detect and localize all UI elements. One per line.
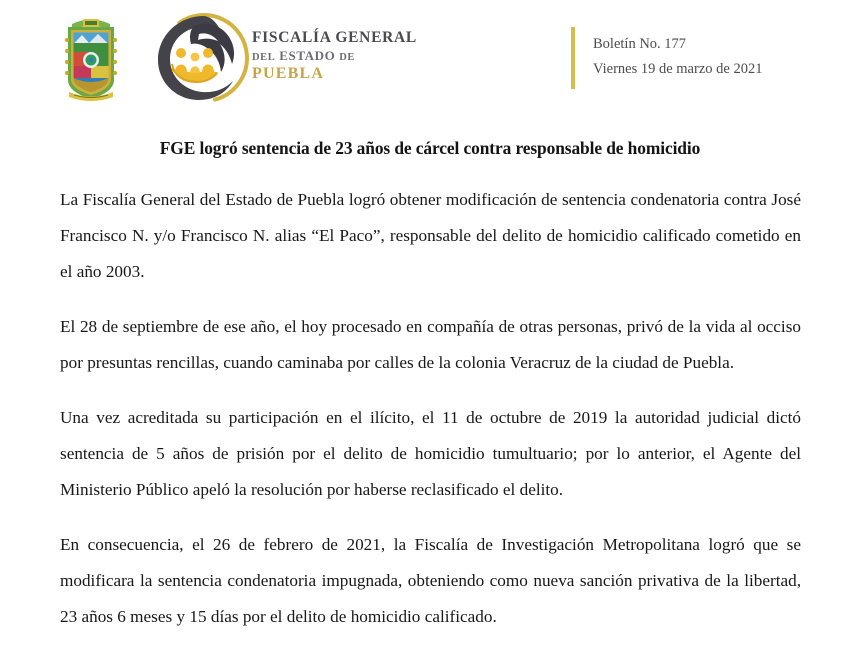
bulletin-meta-text	[575, 27, 762, 89]
page-title: FGE logró sentencia de 23 años de cárcel contra responsable de homicidio	[159, 138, 701, 158]
article-paragraph: El 28 de septiembre de ese año, el hoy procesado en compañía de otras personas, privó de la vida al occiso por presuntas rencillas, cuando caminaba por calles de la colonia Veracruz de la ciudad de Puebla.	[60, 317, 801, 372]
logotype-del: DEL	[252, 51, 276, 63]
logotype-line-del-estado-de	[252, 49, 417, 64]
bulletin-meta	[571, 27, 762, 89]
logotype-estado: ESTADO	[279, 47, 336, 63]
document-header	[0, 0, 860, 120]
escudo-puebla-icon	[60, 14, 122, 102]
article-paragraph: La Fiscalía General del Estado de Puebla logró obtener modificación de sentencia condenatoria contra José Francisco N. y/o Francisco N. alias “El Paco”, responsable del delito de homicidio calificado cometido en el año 2003.	[60, 190, 801, 281]
fge-logotype	[252, 30, 417, 82]
bulletin-number: Boletín No. 177	[593, 36, 687, 52]
article-paragraph: En consecuencia, el 26 de febrero de 2021, la Fiscalía de Investigación Metropolitana logró que se modificara la sentencia condenatoria impugnada, obteniendo como nueva sanción privativa de la libertad, 23 años 6 meses y 15 días por el delito de homicidio calificado.	[60, 535, 801, 626]
bulletin-date: Viernes 19 de marzo de 2021	[593, 61, 763, 78]
logotype-line-puebla: PUEBLA	[252, 65, 325, 82]
logotype-line-fiscalia-general: FISCALÍA GENERAL	[252, 29, 417, 46]
article-body	[60, 182, 801, 635]
logotype-de: DE	[339, 51, 356, 63]
fge-eagle-logo-icon	[152, 12, 256, 104]
article-paragraph: Una vez acreditada su participación en el ilícito, el 11 de octubre de 2019 la autoridad judicial dictó sentencia de 5 años de prisión por el delito de homicidio tumultuario; por lo anterior, el Agente del Ministerio Público apeló la resolución por haberse reclasificado el delito.	[60, 408, 801, 499]
